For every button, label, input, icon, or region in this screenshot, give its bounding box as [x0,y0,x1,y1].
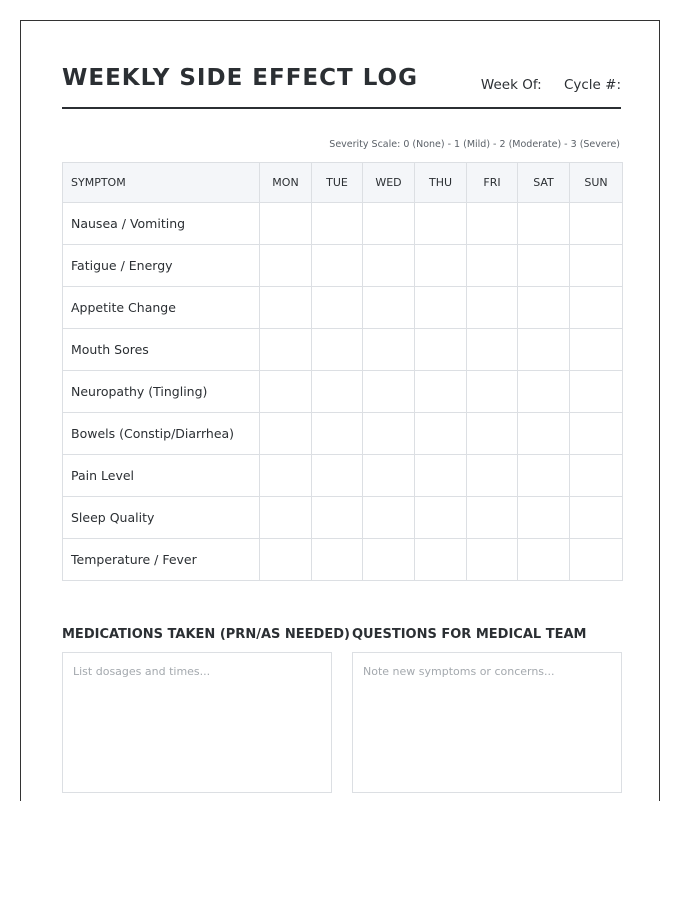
severity-cell-fri[interactable] [467,329,518,371]
table-row [63,371,623,413]
severity-cell-mon[interactable] [260,539,312,581]
column-header-sat: SAT [518,163,570,203]
column-header-thu: THU [415,163,467,203]
severity-cell-tue[interactable] [312,203,363,245]
severity-cell-thu[interactable] [415,413,467,455]
symptom-label: Neuropathy (Tingling) [63,371,260,413]
severity-cell-thu[interactable] [415,245,467,287]
severity-cell-mon[interactable] [260,203,312,245]
medications-notes-field[interactable] [62,652,332,793]
symptom-label: Pain Level [63,455,260,497]
severity-cell-sun[interactable] [570,455,623,497]
severity-cell-sat[interactable] [518,497,570,539]
severity-cell-fri[interactable] [467,539,518,581]
severity-cell-sun[interactable] [570,413,623,455]
questions-heading: QUESTIONS FOR MEDICAL TEAM [352,627,587,642]
severity-cell-fri[interactable] [467,371,518,413]
severity-cell-sun[interactable] [570,371,623,413]
column-header-mon: MON [260,163,312,203]
severity-cell-fri[interactable] [467,455,518,497]
severity-cell-sun[interactable] [570,245,623,287]
column-header-wed: WED [363,163,415,203]
severity-cell-thu[interactable] [415,455,467,497]
severity-cell-tue[interactable] [312,539,363,581]
page-title: WEEKLY SIDE EFFECT LOG [62,65,418,91]
severity-cell-sat[interactable] [518,329,570,371]
symptom-label: Appetite Change [63,287,260,329]
severity-scale-legend: Severity Scale: 0 (None) - 1 (Mild) - 2 (Moderate) - 3 (Severe) [329,139,620,150]
severity-cell-wed[interactable] [363,287,415,329]
severity-cell-thu[interactable] [415,329,467,371]
column-header-sun: SUN [570,163,623,203]
table-row [63,287,623,329]
severity-cell-fri[interactable] [467,245,518,287]
severity-cell-thu[interactable] [415,287,467,329]
severity-cell-mon[interactable] [260,413,312,455]
symptom-label: Fatigue / Energy [63,245,260,287]
severity-cell-wed[interactable] [363,455,415,497]
severity-cell-sat[interactable] [518,539,570,581]
questions-section [352,625,622,797]
severity-cell-tue[interactable] [312,287,363,329]
log-sheet [20,20,660,801]
severity-cell-sun[interactable] [570,497,623,539]
symptom-label: Temperature / Fever [63,539,260,581]
severity-cell-sat[interactable] [518,203,570,245]
symptom-label: Nausea / Vomiting [63,203,260,245]
severity-cell-fri[interactable] [467,203,518,245]
table-row [63,497,623,539]
severity-cell-thu[interactable] [415,203,467,245]
column-header-fri: FRI [467,163,518,203]
severity-cell-mon[interactable] [260,371,312,413]
table-row [63,455,623,497]
severity-cell-wed[interactable] [363,245,415,287]
table-row [63,203,623,245]
severity-cell-sat[interactable] [518,245,570,287]
symptom-label: Bowels (Constip/Diarrhea) [63,413,260,455]
severity-cell-wed[interactable] [363,203,415,245]
week-of-label: Week Of: [480,77,542,93]
severity-cell-wed[interactable] [363,539,415,581]
severity-cell-fri[interactable] [467,287,518,329]
severity-cell-tue[interactable] [312,455,363,497]
severity-cell-tue[interactable] [312,497,363,539]
medications-section [62,625,350,797]
page-header [62,65,621,109]
severity-cell-sun[interactable] [570,203,623,245]
severity-cell-mon[interactable] [260,287,312,329]
severity-cell-tue[interactable] [312,371,363,413]
medications-heading: MEDICATIONS TAKEN (PRN/AS NEEDED) [62,627,350,642]
column-header-tue: TUE [312,163,363,203]
symptom-label: Mouth Sores [63,329,260,371]
table-row [63,329,623,371]
column-header-symptom: SYMPTOM [63,163,260,203]
table-row [63,539,623,581]
severity-cell-sun[interactable] [570,287,623,329]
cycle-label: Cycle #: [563,77,621,93]
severity-cell-mon[interactable] [260,455,312,497]
table-row [63,245,623,287]
severity-cell-wed[interactable] [363,497,415,539]
severity-cell-sat[interactable] [518,413,570,455]
severity-cell-thu[interactable] [415,497,467,539]
severity-cell-fri[interactable] [467,497,518,539]
severity-cell-mon[interactable] [260,329,312,371]
severity-cell-thu[interactable] [415,371,467,413]
severity-cell-sun[interactable] [570,539,623,581]
severity-cell-wed[interactable] [363,329,415,371]
severity-cell-sat[interactable] [518,455,570,497]
table-row [63,413,623,455]
header-meta [463,77,621,93]
severity-cell-tue[interactable] [312,413,363,455]
questions-notes-field[interactable] [352,652,622,793]
severity-cell-fri[interactable] [467,413,518,455]
severity-cell-mon[interactable] [260,497,312,539]
severity-cell-tue[interactable] [312,329,363,371]
severity-cell-sun[interactable] [570,329,623,371]
symptom-log-table [62,162,623,581]
severity-cell-sat[interactable] [518,371,570,413]
symptom-label: Sleep Quality [63,497,260,539]
severity-cell-thu[interactable] [415,539,467,581]
severity-cell-wed[interactable] [363,371,415,413]
severity-cell-wed[interactable] [363,413,415,455]
severity-cell-tue[interactable] [312,245,363,287]
severity-cell-sat[interactable] [518,287,570,329]
severity-cell-mon[interactable] [260,245,312,287]
table-header-row [63,163,623,203]
